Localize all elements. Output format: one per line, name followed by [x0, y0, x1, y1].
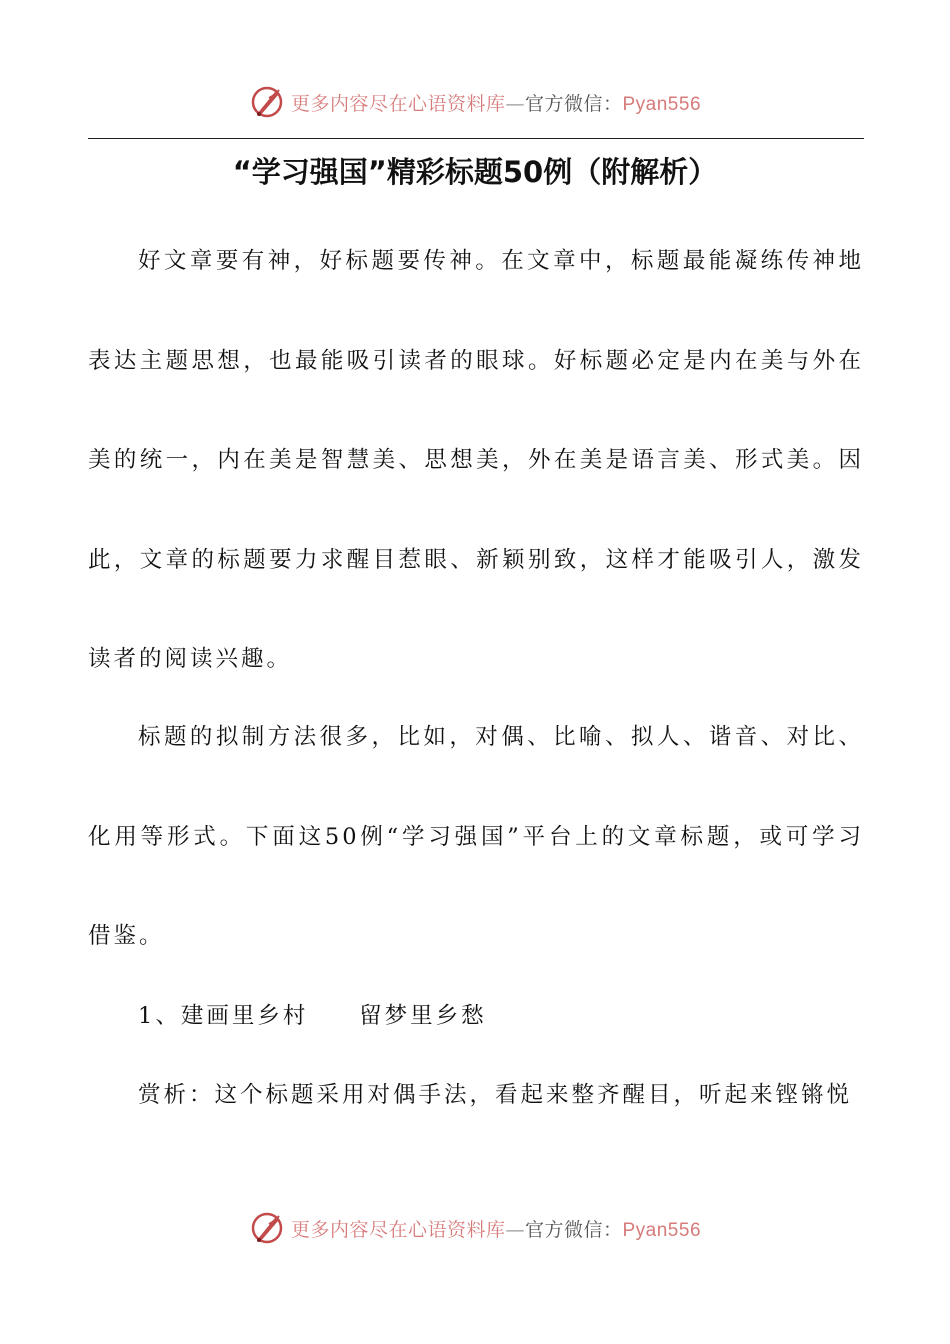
body-paragraph: 标题的拟制方法很多，比如，对偶、比喻、拟人、谐音、对比、化用等形式。下面这50例“学习强国”平台上的文章标题，或可学习借鉴。	[88, 724, 864, 949]
brand-account: Pyan556	[622, 93, 702, 115]
body-paragraph: 好文章要有神，好标题要传神。在文章中，标题最能凝练传神地表达主题思想，也最能吸引读者的眼球。好标题必定是内在美与外在美的统一，内在美是智慧美、思想美，外在美是语言美、形式美。因此，文章的标题要力求醒目惹眼、新颖别致，这样才能吸引人，激发读者的阅读兴趣。	[88, 248, 864, 672]
brand-text	[291, 89, 701, 116]
quill-pen-logo-icon	[249, 1210, 285, 1246]
header-divider	[88, 138, 864, 139]
example-analysis: 赏析：这个标题采用对偶手法，看起来整齐醒目，听起来铿锵悦	[138, 1082, 853, 1108]
brand-dash: —	[505, 92, 525, 115]
brand-tagline: 更多内容尽在心语资料库	[290, 92, 506, 115]
document-title: “学习强国”精彩标题50例（附解析）	[232, 155, 718, 189]
example-heading: 1、建画里乡村 留梦里乡愁	[138, 1003, 487, 1029]
quill-pen-logo-icon	[249, 84, 285, 120]
header-brand	[0, 82, 950, 122]
brand-tagline: 更多内容尽在心语资料库	[290, 1218, 506, 1241]
brand-wechat-label: 官方微信：	[524, 92, 623, 115]
footer-brand	[0, 1208, 950, 1248]
brand-account: Pyan556	[622, 1219, 702, 1241]
brand-dash: —	[505, 1218, 525, 1241]
brand-text	[291, 1215, 701, 1242]
brand-wechat-label: 官方微信：	[524, 1218, 623, 1241]
